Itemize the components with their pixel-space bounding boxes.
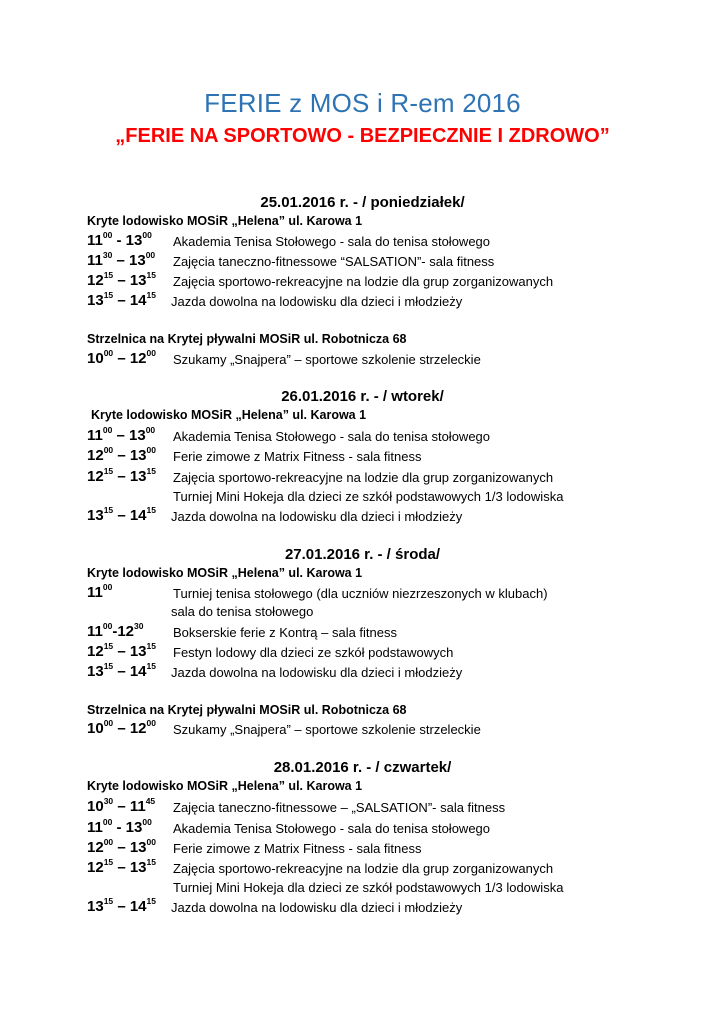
time-range: $12^{00} - 13^{00}$ bbox=[87, 837, 156, 856]
time-range: $13^{15} - 14^{15}$ bbox=[87, 505, 156, 524]
activity-description: Ferie zimowe z Matrix Fitness - sala fitness bbox=[173, 841, 422, 856]
venue-label: Kryte lodowisko MOSiR „Helena” ul. Karowa 1 bbox=[87, 566, 363, 580]
time-range: $12^{15} - 13^{15}$ bbox=[87, 641, 156, 660]
time-range: $11^{00} - 13^{00}$ bbox=[87, 230, 152, 249]
day-heading: 25.01.2016 r. - / poniedziałek/ bbox=[260, 194, 465, 211]
activity-description: Jazda dowolna na lodowisku dla dzieci i młodzieży bbox=[171, 509, 463, 524]
time-range: $10^{00} - 12^{00}$ bbox=[87, 718, 156, 737]
day-heading: 28.01.2016 r. - / czwartek/ bbox=[273, 759, 452, 776]
time-range: $12^{15} - 13^{15}$ bbox=[87, 857, 156, 876]
activity-description: Zajęcia sportowo-rekreacyjne na lodzie dla grup zorganizowanych bbox=[173, 274, 554, 289]
time-range: $11^{00}$ bbox=[87, 582, 113, 601]
activity-description: Jazda dowolna na lodowisku dla dzieci i młodzieży bbox=[171, 900, 463, 915]
time-range: $10^{00} - 12^{00}$ bbox=[87, 348, 156, 367]
activity-description: Festyn lodowy dla dzieci ze szkół podstawowych bbox=[173, 645, 454, 660]
venue-label: Kryte lodowisko MOSiR „Helena” ul. Karowa 1 bbox=[87, 214, 363, 228]
activity-description: Jazda dowolna na lodowisku dla dzieci i młodzieży bbox=[171, 294, 463, 309]
venue-label: Kryte lodowisko MOSiR „Helena” ul. Karowa 1 bbox=[91, 408, 367, 422]
venue-label: Strzelnica na Krytej pływalni MOSiR ul. Robotnicza 68 bbox=[87, 332, 407, 346]
activity-description: Szukamy „Snajpera” – sportowe szkolenie strzeleckie bbox=[173, 352, 481, 367]
activity-description: Akademia Tenisa Stołowego - sala do tenisa stołowego bbox=[173, 821, 491, 836]
activity-description: Bokserskie ferie z Kontrą – sala fitness bbox=[173, 625, 397, 640]
time-range: $11^{00} - 13^{00}$ bbox=[87, 425, 156, 444]
time-range: $11^{00} - 13^{00}$ bbox=[87, 817, 152, 836]
time-range: $13^{15} - 14^{15}$ bbox=[87, 290, 156, 309]
activity-description: Ferie zimowe z Matrix Fitness - sala fitness bbox=[173, 449, 422, 464]
activity-description: Jazda dowolna na lodowisku dla dzieci i młodzieży bbox=[171, 665, 463, 680]
activity-description: Turniej tenisa stołowego (dla uczniów niezrzeszonych w klubach) bbox=[173, 586, 548, 601]
time-range: $10^{30} - 11^{45}$ bbox=[87, 796, 156, 815]
time-range: $12^{15} - 13^{15}$ bbox=[87, 466, 156, 485]
activity-description: Akademia Tenisa Stołowego - sala do tenisa stołowego bbox=[173, 234, 491, 249]
activity-description: Zajęcia sportowo-rekreacyjne na lodzie dla grup zorganizowanych bbox=[173, 861, 554, 876]
activity-continuation: Turniej Mini Hokeja dla dzieci ze szkół podstawowych 1/3 lodowiska bbox=[173, 880, 564, 895]
activity-continuation: sala do tenisa stołowego bbox=[171, 604, 314, 619]
time-range: $12^{00} - 13^{00}$ bbox=[87, 445, 156, 464]
time-range: $13^{15} - 14^{15}$ bbox=[87, 661, 156, 680]
time-range: $11^{30} - 13^{00}$ bbox=[87, 250, 156, 269]
page-subtitle: „FERIE NA SPORTOWO - BEZPIECZNIE I ZDROWO” bbox=[115, 125, 610, 147]
activity-description: Zajęcia sportowo-rekreacyjne na lodzie dla grup zorganizowanych bbox=[173, 470, 554, 485]
time-range: $13^{15} - 14^{15}$ bbox=[87, 896, 156, 915]
activity-description: Zajęcia taneczno-fitnessowe – „SALSATION”- sala fitness bbox=[173, 800, 506, 815]
time-range: $11^{00}-12^{30}$ bbox=[87, 621, 144, 640]
activity-description: Szukamy „Snajpera” – sportowe szkolenie strzeleckie bbox=[173, 722, 481, 737]
venue-label: Strzelnica na Krytej pływalni MOSiR ul. Robotnicza 68 bbox=[87, 703, 407, 717]
venue-label: Kryte lodowisko MOSiR „Helena” ul. Karowa 1 bbox=[87, 779, 363, 793]
day-heading: 27.01.2016 r. - / środa/ bbox=[284, 546, 441, 563]
day-heading: 26.01.2016 r. - / wtorek/ bbox=[281, 388, 444, 405]
activity-continuation: Turniej Mini Hokeja dla dzieci ze szkół podstawowych 1/3 lodowiska bbox=[173, 489, 564, 504]
page-title: FERIE z MOS i R-em 2016 bbox=[204, 88, 521, 118]
activity-description: Zajęcia taneczno-fitnessowe “SALSATION”- sala fitness bbox=[173, 254, 495, 269]
activity-description: Akademia Tenisa Stołowego - sala do tenisa stołowego bbox=[173, 429, 491, 444]
time-range: $12^{15} - 13^{15}$ bbox=[87, 270, 156, 289]
